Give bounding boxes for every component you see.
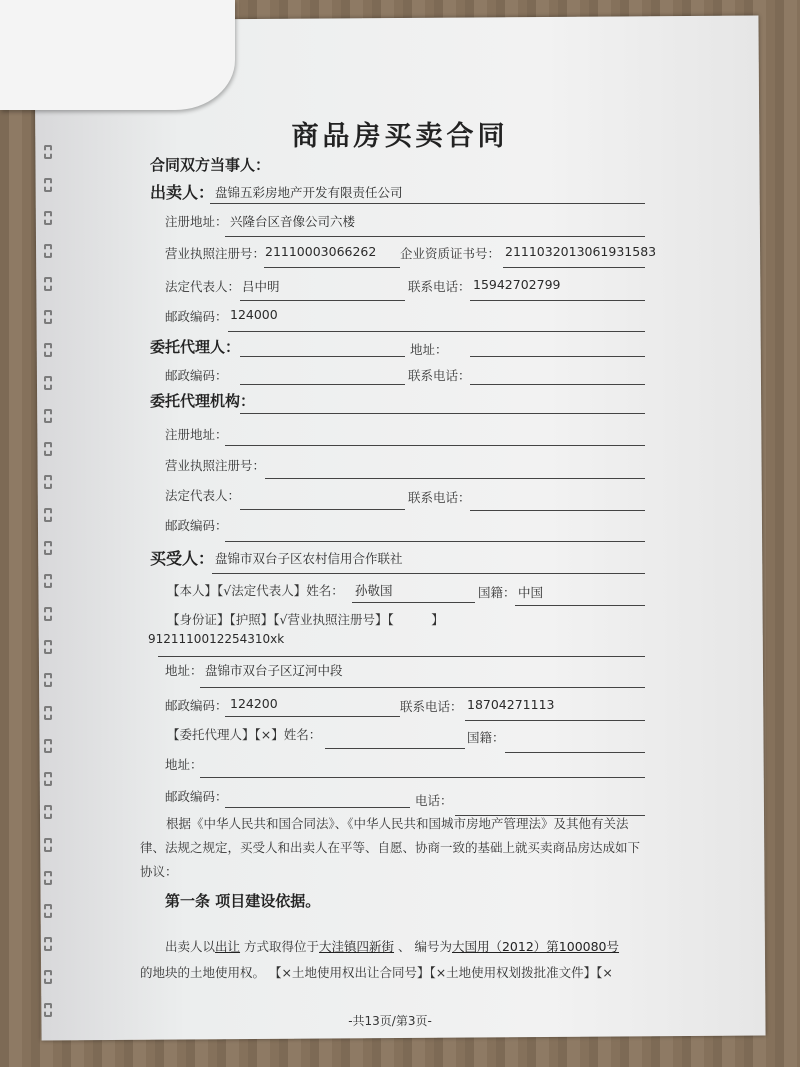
underline <box>325 748 465 749</box>
land-location: 大洼镇四新街 <box>319 939 395 954</box>
seller-rep-label: 法定代表人： <box>165 279 241 294</box>
agent-zip-label: 邮政编码： <box>165 368 228 383</box>
agency-phone-label: 联系电话： <box>408 490 471 505</box>
perforation-mark <box>44 970 52 984</box>
page-title: 商品房买卖合同 <box>291 121 509 152</box>
seller-reg-addr-label: 注册地址： <box>165 214 228 229</box>
seller-zip-label: 邮政编码： <box>165 309 228 324</box>
buyer-agent-zip-label: 邮政编码： <box>165 789 228 804</box>
underline <box>158 656 645 657</box>
perforation-mark <box>44 805 52 819</box>
perforation-mark <box>44 376 52 390</box>
agency-zip-label: 邮政编码： <box>165 518 228 533</box>
perforation-mark <box>44 772 52 786</box>
perforation-mark <box>44 541 52 555</box>
seller-name: 盘锦五彩房地产开发有限责任公司 <box>215 185 403 200</box>
buyer-label: 买受人： <box>150 549 215 568</box>
underline <box>264 267 400 268</box>
underline <box>465 720 645 721</box>
agency-label: 委托代理机构： <box>150 392 256 410</box>
perforation-mark <box>44 838 52 852</box>
perforation-mark <box>44 475 52 489</box>
underline <box>240 356 405 357</box>
perforation-mark <box>44 442 52 456</box>
perforation-mark <box>44 310 52 324</box>
buyer-id: 9121110012254310xk <box>148 632 285 646</box>
underline <box>515 605 645 606</box>
seller-license-label: 营业执照注册号： <box>165 246 266 261</box>
text: 、 编号为 <box>394 939 452 954</box>
underline <box>240 413 645 414</box>
underline <box>503 267 645 268</box>
underline <box>225 236 645 237</box>
buyer-agent-nationality-label: 国籍： <box>467 730 505 745</box>
perforation-mark <box>44 706 52 720</box>
underline <box>470 510 645 511</box>
buyer-nationality: 中国 <box>518 585 544 600</box>
perforation-mark <box>44 178 52 192</box>
buyer-zip-label: 邮政编码： <box>165 698 228 713</box>
land-certificate-number: 大国用（2012）第100080号 <box>451 939 620 954</box>
acquisition-method: 出让 <box>215 939 241 954</box>
perforation-mark <box>44 574 52 588</box>
parties-heading: 合同双方当事人： <box>150 156 271 174</box>
contract-page <box>34 15 765 1040</box>
underline <box>200 687 645 688</box>
perforation-mark <box>44 673 52 687</box>
perforation-mark <box>44 508 52 522</box>
underline <box>240 509 405 510</box>
underline <box>505 752 645 753</box>
underline <box>225 716 400 717</box>
seller-license: 21110003066262 <box>265 244 377 259</box>
buyer-agent-addr-label: 地址： <box>165 757 203 772</box>
perforation-mark <box>44 739 52 753</box>
text: 方式取得位于 <box>240 939 320 954</box>
underline <box>212 573 645 574</box>
agent-addr-label: 地址： <box>410 342 448 357</box>
buyer-addr-label: 地址： <box>165 663 203 678</box>
seller-reg-addr: 兴隆台区音像公司六楼 <box>230 214 356 229</box>
perforation-mark <box>44 871 52 885</box>
article-1-line-1 <box>165 937 619 955</box>
underline <box>265 478 645 479</box>
buyer-nationality-label: 国籍： <box>478 585 516 600</box>
agency-rep-label: 法定代表人： <box>165 488 241 503</box>
underline <box>240 300 405 301</box>
perforation-mark <box>44 640 52 654</box>
seller-label: 出卖人： <box>150 183 215 202</box>
underline <box>225 541 645 542</box>
buyer-type-line: 【本人】【√法定代表人】姓名： <box>167 583 344 598</box>
seller-rep: 吕中明 <box>242 279 280 294</box>
buyer-person: 孙敬国 <box>355 583 393 598</box>
seller-phone-label: 联系电话： <box>408 279 471 294</box>
underline <box>228 331 645 332</box>
perforation-mark <box>44 937 52 951</box>
agent-label: 委托代理人： <box>150 338 241 356</box>
underline <box>470 300 645 301</box>
seller-name-line <box>210 203 645 204</box>
perforation-mark <box>44 409 52 423</box>
perforation-mark <box>44 244 52 258</box>
buyer-phone: 18704271113 <box>467 697 555 712</box>
agent-phone-label: 联系电话： <box>408 368 471 383</box>
seller-zip: 124000 <box>230 307 278 322</box>
underline <box>200 777 645 778</box>
article-1-line-2: 的地块的土地使用权。 【×土地使用权出让合同号】【×土地使用权划拨批准文件】【× <box>140 965 613 980</box>
buyer-phone-label: 联系电话： <box>400 699 463 714</box>
underline <box>225 445 645 446</box>
agency-license-label: 营业执照注册号： <box>165 458 266 473</box>
perforation-mark <box>44 607 52 621</box>
buyer-addr: 盘锦市双台子区辽河中段 <box>205 663 343 678</box>
underline <box>470 356 645 357</box>
underline <box>470 384 645 385</box>
buyer-zip: 124200 <box>230 696 278 711</box>
previous-page-corner <box>0 0 235 110</box>
perforation-mark <box>44 277 52 291</box>
buyer-name: 盘锦市双台子区农村信用合作联社 <box>215 551 403 566</box>
perforation-mark <box>44 904 52 918</box>
underline <box>225 807 410 808</box>
seller-cert-label: 企业资质证书号： <box>400 246 501 261</box>
buyer-agent-line: 【委托代理人】【×】姓名： <box>167 727 322 742</box>
page-footer: -共13页/第3页- <box>348 1014 432 1028</box>
text: 出卖人以 <box>165 939 216 954</box>
buyer-agent-phone-label: 电话： <box>415 793 453 808</box>
agency-reg-addr-label: 注册地址： <box>165 427 228 442</box>
perforation-mark <box>44 343 52 357</box>
buyer-id-type-line: 【身份证】【护照】【√营业执照注册号】【 】 <box>167 612 444 627</box>
seller-phone: 15942702799 <box>473 277 561 292</box>
preamble-paragraph: 根据《中华人民共和国合同法》、《中华人民共和国城市房地产管理法》及其他有关法律、法规之规定，买受人和出卖人在平等、自愿、协商一致的基础上就买卖商品房达成如下协议： <box>140 816 641 879</box>
underline <box>240 384 405 385</box>
perforation-mark <box>44 211 52 225</box>
underline <box>352 602 475 603</box>
seller-cert: 2111032013061931583 <box>505 244 657 259</box>
article-1-heading: 第一条 项目建设依据。 <box>165 892 321 910</box>
